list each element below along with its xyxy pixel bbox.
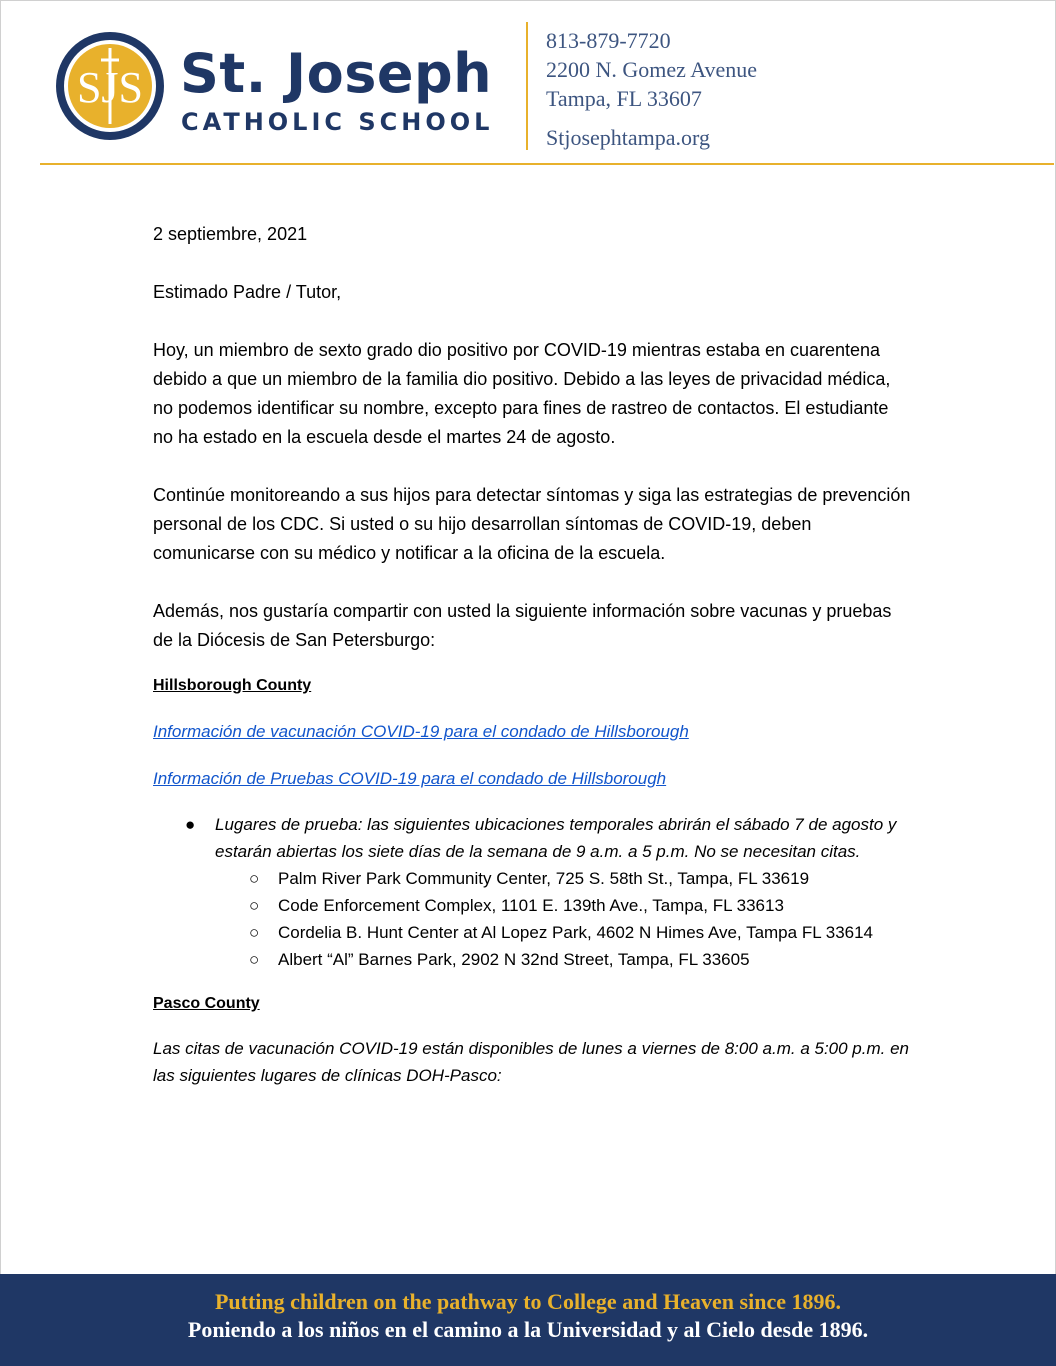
motto-spanish: Poniendo a los niños en el camino a la Universidad y al Cielo desde 1896.: [187, 1317, 869, 1342]
header-divider: [526, 22, 528, 150]
school-name: St. Joseph: [180, 42, 493, 105]
hillsborough-testing-link[interactable]: Información de Pruebas COVID-19 para el condado de Hillsborough: [153, 769, 667, 788]
letter-date: 2 septiembre, 2021: [153, 224, 308, 244]
testing-site: Palm River Park Community Center, 725 S. 58th St., Tampa, FL 33619: [278, 869, 810, 888]
circle-bullet-icon: ○: [249, 950, 260, 969]
pasco-heading: Pasco County: [153, 995, 260, 1012]
phone-number: 813-879-7720: [546, 28, 671, 53]
footer-banner: [0, 1274, 1056, 1366]
hillsborough-heading: Hillsborough County: [153, 677, 312, 694]
testing-site: Cordelia B. Hunt Center at Al Lopez Park, 4602 N Himes Ave, Tampa FL 33614: [278, 923, 874, 942]
website[interactable]: Stjosephtampa.org: [546, 125, 710, 150]
header-rule: [40, 163, 1054, 165]
letter-body: [153, 220, 913, 1089]
list-item: [215, 892, 913, 919]
paragraph-info: Además, nos gustaría compartir con usted la siguiente información sobre vacunas y pruebas de la Diócesis de San Petersburgo:: [153, 601, 892, 650]
address-line-2: Tampa, FL 33607: [546, 86, 702, 111]
circle-bullet-icon: ○: [249, 896, 260, 915]
logo-monogram: SJS: [76, 63, 144, 112]
school-subtitle: CATHOLIC SCHOOL: [181, 108, 494, 136]
bullet-icon: ●: [185, 815, 196, 834]
testing-site: Albert “Al” Barnes Park, 2902 N 32nd Street, Tampa, FL 33605: [278, 950, 750, 969]
circle-bullet-icon: ○: [249, 869, 260, 888]
contact-block: [546, 26, 757, 152]
circle-bullet-icon: ○: [249, 923, 260, 942]
school-logo: [54, 30, 166, 142]
testing-sites-list: [215, 865, 913, 973]
testing-sites-intro: Lugares de prueba: las siguientes ubicaciones temporales abrirán el sábado 7 de agosto y estarán abiertas los siete días de la semana de 9 a.m. a 5 p.m. No se necesitan citas.: [215, 815, 897, 861]
address-line-1: 2200 N. Gomez Avenue: [546, 57, 757, 82]
testing-bullets: [153, 811, 913, 973]
list-item: [215, 919, 913, 946]
list-item: [215, 865, 913, 892]
letter-greeting: Estimado Padre / Tutor,: [153, 282, 342, 302]
hillsborough-vaccine-link[interactable]: Información de vacunación COVID-19 para el condado de Hillsborough: [153, 722, 689, 741]
paragraph-monitoring: Continúe monitoreando a sus hijos para detectar síntomas y siga las estrategias de prevención personal de los CDC. Si usted o su hijo desarrollan síntomas de COVID-19, deben comunicarse con su médico y notificar a la oficina de la escuela.: [153, 485, 911, 563]
testing-site: Code Enforcement Complex, 1101 E. 139th Ave., Tampa, FL 33613: [278, 896, 784, 915]
motto-english: Putting children on the pathway to College and Heaven since 1896.: [214, 1289, 841, 1314]
list-item: [153, 811, 913, 973]
paragraph-notice: Hoy, un miembro de sexto grado dio positivo por COVID-19 mientras estaba en cuarentena debido a que un miembro de la familia dio positivo. Debido a las leyes de privacidad médica, no podemos identificar su nombre, excepto para fines de rastreo de contactos. El estudiante no ha estado en la escuela desde el martes 24 de agosto.: [153, 340, 891, 447]
pasco-text: Las citas de vacunación COVID-19 están disponibles de lunes a viernes de 8:00 a.m. a 5:00 p.m. en las siguientes lugares de clínicas DOH-Pasco:: [153, 1039, 910, 1085]
list-item: [215, 946, 913, 973]
